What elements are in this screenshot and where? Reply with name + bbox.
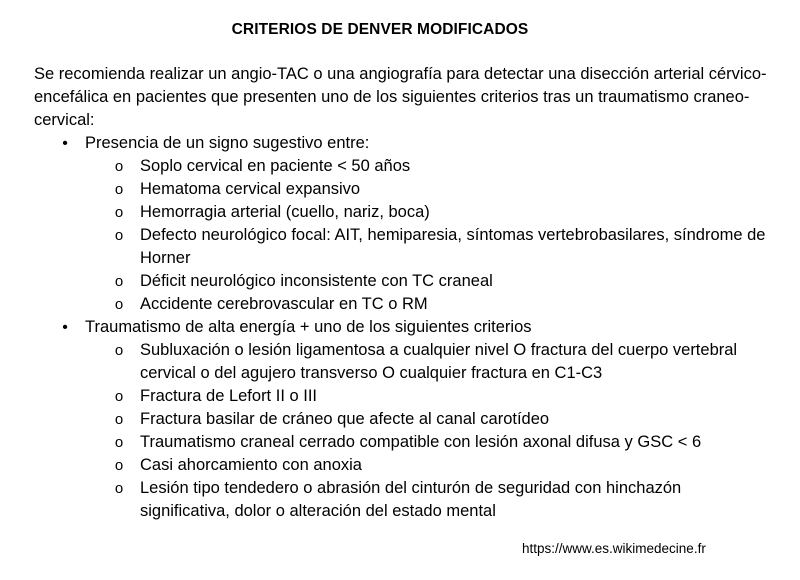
list-item xyxy=(85,293,774,316)
list-item xyxy=(85,224,774,270)
circle-bullet-icon: o xyxy=(114,158,124,175)
list-item-text: Subluxación o lesión ligamentosa a cualquier nivel O fractura del cuerpo vertebral cervical o del agujero transverso O cualquier fractura en C1-C3 xyxy=(140,341,738,382)
list-item-text: Defecto neurológico focal: AIT, hemiparesia, síntomas vertebrobasilares, síndrome de Horner xyxy=(140,226,766,267)
section-heading: Traumatismo de alta energía + uno de los siguientes criterios xyxy=(85,318,532,336)
criteria-list xyxy=(34,132,774,523)
list-item xyxy=(85,270,774,293)
document-body xyxy=(34,63,774,523)
list-item-text: Accidente cerebrovascular en TC o RM xyxy=(140,295,428,313)
circle-bullet-icon: o xyxy=(114,342,124,359)
circle-bullet-icon: o xyxy=(114,204,124,221)
section-heading: Presencia de un signo sugestivo entre: xyxy=(85,134,370,152)
bullet-icon: • xyxy=(62,135,68,152)
list-item-text: Traumatismo craneal cerrado compatible con lesión axonal difusa y GSC < 6 xyxy=(140,433,702,451)
list-item xyxy=(85,339,774,385)
criteria-section xyxy=(34,132,774,316)
list-item-text: Lesión tipo tendedero o abrasión del cinturón de seguridad con hinchazón significativa, dolor o alteración del estado mental xyxy=(140,479,682,520)
list-item-text: Fractura de Lefort II o III xyxy=(140,387,317,405)
intro-paragraph: Se recomienda realizar un angio-TAC o una angiografía para detectar una disección arterial cérvico-encefálica en pacientes que presenten uno de los siguientes criterios tras un traumatismo craneo-cervical: xyxy=(34,65,767,129)
list-item xyxy=(85,454,774,477)
list-item xyxy=(85,155,774,178)
list-item-text: Hematoma cervical expansivo xyxy=(140,180,361,198)
circle-bullet-icon: o xyxy=(114,411,124,428)
criteria-section xyxy=(34,316,774,523)
document-title: CRITERIOS DE DENVER MODIFICADOS xyxy=(231,21,529,38)
list-item xyxy=(85,385,774,408)
list-item xyxy=(85,178,774,201)
circle-bullet-icon: o xyxy=(114,457,124,474)
circle-bullet-icon: o xyxy=(114,227,124,244)
list-item-text: Hemorragia arterial (cuello, nariz, boca) xyxy=(140,203,430,221)
circle-bullet-icon: o xyxy=(114,434,124,451)
circle-bullet-icon: o xyxy=(114,388,124,405)
circle-bullet-icon: o xyxy=(114,296,124,313)
list-item-text: Soplo cervical en paciente < 50 años xyxy=(140,157,411,175)
list-item-text: Casi ahorcamiento con anoxia xyxy=(140,456,362,474)
list-item xyxy=(85,201,774,224)
list-item-text: Déficit neurológico inconsistente con TC craneal xyxy=(140,272,493,290)
bullet-icon: • xyxy=(62,319,68,336)
list-item xyxy=(85,477,774,523)
sub-criteria-list xyxy=(85,339,774,523)
list-item xyxy=(85,408,774,431)
source-url: https://www.es.wikimedecine.fr xyxy=(522,541,706,556)
circle-bullet-icon: o xyxy=(114,181,124,198)
list-item-text: Fractura basilar de cráneo que afecte al canal carotídeo xyxy=(140,410,550,428)
circle-bullet-icon: o xyxy=(114,480,124,497)
circle-bullet-icon: o xyxy=(114,273,124,290)
sub-criteria-list xyxy=(85,155,774,316)
list-item xyxy=(85,431,774,454)
